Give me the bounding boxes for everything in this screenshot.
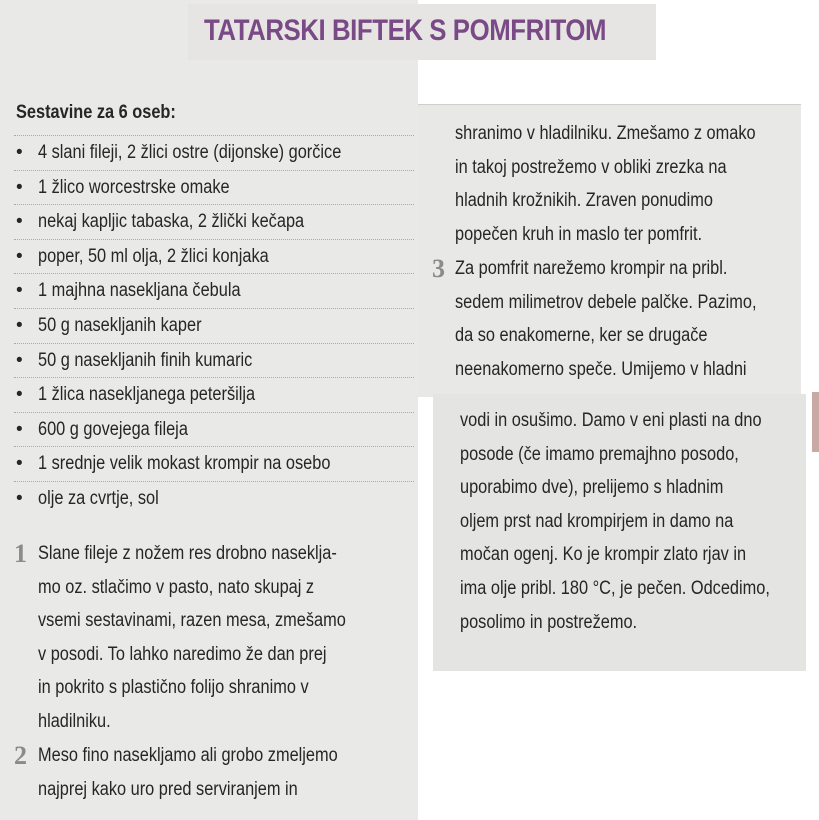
text-line: ima olje pribl. 180 °C, je pečen. Odcedimo,	[460, 577, 770, 599]
text-line: sedem milimetrov debele palčke. Pazimo,	[455, 291, 757, 313]
text-line: Za pomfrit narežemo krompir na pribl.	[455, 258, 728, 279]
text-line: Slane fileje z nožem res drobno naseklja-	[38, 543, 337, 564]
text-line: najprej kako uro pred serviranjem in	[38, 778, 298, 800]
bullet-icon: •	[16, 314, 23, 336]
ingredient-text: 50 g nasekljanih kaper	[38, 314, 202, 336]
step-1-text	[38, 537, 346, 739]
ingredient-text: 1 žlico worcestrske omake	[38, 176, 230, 198]
step-2-text	[38, 739, 338, 806]
text-line: hladnih krožnikih. Zraven ponudimo	[455, 190, 713, 212]
bullet-icon: •	[16, 280, 23, 302]
ingredients-list	[14, 135, 414, 516]
text-line: posode (če imamo premajhno posodo,	[460, 443, 739, 465]
bullet-icon: •	[16, 349, 23, 371]
ingredient-item	[14, 343, 414, 378]
ingredient-text: 4 slani fileji, 2 žlici ostre (dijonske) gorčice	[38, 142, 342, 163]
bullet-icon: •	[16, 453, 23, 475]
bullet-icon: •	[16, 245, 23, 267]
text-line: neenakomerno speče. Umijemo v hladni	[455, 358, 747, 380]
ingredient-item	[14, 204, 414, 239]
ingredient-item	[14, 446, 414, 481]
step-1-number: 1	[14, 539, 27, 568]
text-line: močan ogenj. Ko je krompir zlato rjav in	[460, 544, 747, 566]
ingredient-text: poper, 50 ml olja, 2 žlici konjaka	[38, 245, 269, 267]
ingredient-item	[14, 273, 414, 308]
ingredient-text: 50 g nasekljanih finih kumaric	[38, 349, 253, 371]
step-3-text	[455, 252, 757, 386]
text-line: uporabimo dve), prelijemo s hladnim	[460, 477, 724, 499]
text-line: popečen kruh in maslo ter pomfrit.	[455, 223, 703, 245]
bullet-icon: •	[16, 211, 23, 233]
text-line: vodi in osušimo. Damo v eni plasti na dno	[460, 410, 762, 431]
bullet-icon: •	[16, 142, 23, 163]
ingredient-item	[14, 377, 414, 412]
ingredients-heading: Sestavine za 6 oseb:	[16, 102, 176, 123]
text-line: shranimo v hladilniku. Zmešamo z omako	[455, 123, 756, 144]
text-line: posolimo in postrežemo.	[460, 611, 638, 633]
text-line: mo oz. stlačimo v pasto, nato skupaj z	[38, 576, 315, 598]
text-line: oljem prst nad krompirjem in damo na	[460, 510, 734, 532]
bullet-icon: •	[16, 176, 23, 198]
ingredient-item	[14, 135, 414, 170]
bullet-icon: •	[16, 384, 23, 406]
scan-edge-strip	[812, 392, 819, 452]
step-3-number: 3	[432, 254, 445, 283]
text-line: in pokrito s plastično folijo shranimo v	[38, 677, 309, 699]
text-line: Meso fino nasekljamo ali grobo zmeljemo	[38, 745, 338, 766]
ingredient-item	[14, 170, 414, 205]
bullet-icon: •	[16, 487, 23, 509]
recipe-title: TATARSKI BIFTEK S POMFRITOM	[204, 14, 607, 47]
ingredient-item	[14, 412, 414, 447]
step-2-number: 2	[14, 741, 27, 770]
text-line: in takoj postrežemo v obliki zrezka na	[455, 156, 727, 178]
step-3-continued-text	[460, 404, 770, 639]
ingredient-text: 1 majhna nasekljana čebula	[38, 280, 241, 302]
text-line: vsemi sestavinami, razen mesa, zmešamo	[38, 610, 346, 632]
ingredient-item	[14, 239, 414, 274]
ingredient-text: 1 žlica nasekljanega peteršilja	[38, 384, 256, 406]
text-line: da so enakomerne, ker se drugače	[455, 325, 708, 347]
ingredient-text: olje za cvrtje, sol	[38, 487, 159, 509]
bullet-icon: •	[16, 418, 23, 440]
ingredient-item	[14, 481, 414, 516]
ingredient-item	[14, 308, 414, 343]
text-line: v posodi. To lahko naredimo že dan prej	[38, 643, 327, 665]
ingredient-text: 600 g govejega fileja	[38, 418, 188, 440]
ingredient-text: nekaj kapljic tabaska, 2 žlički kečapa	[38, 211, 305, 233]
text-line: hladilniku.	[38, 710, 111, 732]
ingredient-text: 1 srednje velik mokast krompir na osebo	[38, 453, 331, 475]
step-2-continued-text	[455, 117, 756, 251]
